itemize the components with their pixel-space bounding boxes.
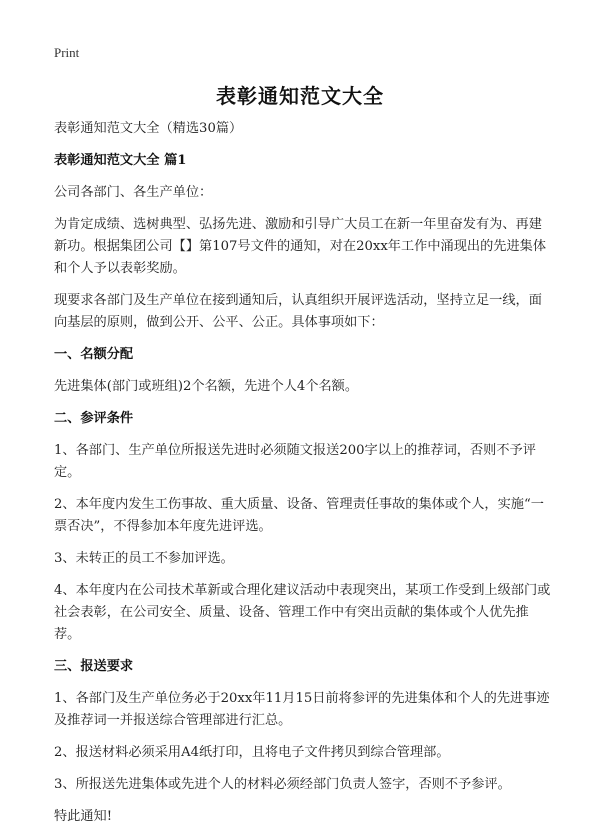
- part-heading-criteria: 二、参评条件: [54, 411, 134, 426]
- paragraph: 现要求各部门及生产单位在接到通知后，认真组织开展评选活动，坚持立足一线，面向基层的原则，做到公开、公平、公正。具体事项如下：: [54, 293, 542, 330]
- salutation: 公司各部门、各生产单位：: [54, 185, 213, 200]
- submission-item: 3、所报送先进集体或先进个人的材料必须经部门负责人签字，否则不予参评。: [54, 777, 511, 792]
- quota-text: 先进集体(部门或班组)2个名额，先进个人4个名额。: [54, 379, 359, 394]
- criteria-item: 2、本年度内发生工伤事故、重大质量、设备、管理责任事故的集体或个人，实施“一票否决”，不得参加本年度先进评选。: [54, 497, 544, 534]
- part-heading-quota: 一、名额分配: [54, 347, 134, 362]
- submission-item: 1、各部门及生产单位务必于20xx年11月15日前将参评的先进集体和个人的先进事迹及推荐词一并报送综合管理部进行汇总。: [54, 691, 550, 728]
- document-body: [54, 118, 552, 838]
- document-subtitle: 表彰通知范文大全（精选30篇）: [54, 121, 243, 136]
- section-heading: 表彰通知范文大全 篇1: [54, 153, 187, 168]
- page-title: 表彰通知范文大全: [216, 84, 384, 108]
- part-heading-submission: 三、报送要求: [54, 659, 134, 674]
- print-link[interactable]: Print: [54, 45, 80, 60]
- criteria-item: 3、未转正的员工不参加评选。: [54, 551, 234, 566]
- closing-text: 特此通知!: [54, 809, 113, 824]
- criteria-item: 4、本年度内在公司技术革新或合理化建议活动中表现突出，某项工作受到上级部门或社会表彰，在公司安全、质量、设备、管理工作中有突出贡献的集体或个人优先推荐。: [54, 583, 551, 642]
- submission-item: 2、报送材料必须采用A4纸打印，且将电子文件拷贝到综合管理部。: [54, 745, 450, 760]
- paragraph: 为肯定成绩、选树典型、弘扬先进、激励和引导广大员工在新一年里奋发有为、再建新功。根据集团公司【】第107号文件的通知，对在20xx年工作中涌现出的先进集体和个人予以表彰奖励。: [54, 217, 547, 276]
- criteria-item: 1、各部门、生产单位所报送先进时必须随文报送200字以上的推荐词，否则不予评定。: [54, 443, 536, 480]
